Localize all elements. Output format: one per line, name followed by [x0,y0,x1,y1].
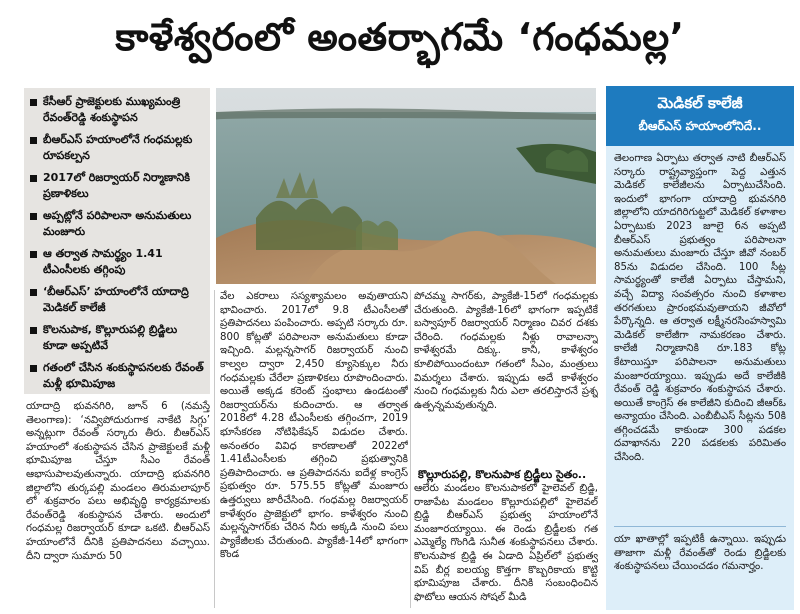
sidebar-subtitle: బీఆర్ఎస్ హయాంలోనిదే.. [638,119,762,133]
sidebar-header [606,86,794,146]
headline: కాళేశ్వరంలో అంతర్భాగమే ‘గంధమల్ల’ [115,15,685,59]
sidebar-paragraph: యా ఖాతాల్లో ఇప్పటికీ ఉన్నాయి. ఇప్పుడు తాజాగా మళ్లీ రేవంత్‌తో రెండు బ్రిడ్జిలకు శంకుస్థాపనలు చేయించడం గమనార్హం. [614,534,786,573]
bullet-square-icon [30,251,37,258]
bullet-square-icon [30,99,37,106]
highlights-box [24,88,210,394]
sidebar-text [614,152,786,518]
article-column-3 [414,290,598,466]
article-paragraph: వేల ఎకరాలు సస్యశ్యామలం అవుతాయని భావించారు. 2017లో 9.8 టీఎంసీలతో ప్రతిపాదనలు పంపించారు. అప్పటి సర్కారు రూ. 800 కోట్లతో పరిపాలనా అనుమతులు కూడా ఇచ్చింది. మల్లన్నసాగర్ రిజర్వాయర్ నుంచి కాల్వల ద్వారా 2,450 క్యూసెక్కుల నీరు గంధమల్లకు చేరేలా ప్రణాళికలు రూపొందించారు. అయితే అక్కడ కరెంట్ స్తంభాలు ఉండటంతో రిజర్వాయర్‌ను కుదించారు. ఆ తర్వాత 2018లో 4.28 టీఎంసీలకు తగ్గించగా, 2019 భూసేకరణ నోటిఫికేషన్ విడుదల చేశారు. అనంతరం వివిధ కారణాలతో 2022లో 1.41టీఎంసీలకు తగ్గించి ప్రభుత్వానికి ప్రతిపాదించారు. ఆ ప్రతిపాదనను ఐదేళ్ల కాంగ్రెస్ ప్రభుత్వం రూ. 575.55 కోట్లతో మంజూరు ఉత్తర్వులు జారీచేసింది. గంధమల్ల రిజర్వాయర్ కాళేశ్వరం ప్రాజెక్టులో భాగం. కాళేశ్వరం నుంచి మల్లన్నసాగర్‌కు చేరిన నీరు అక్కడి నుంచి పలు ప్యాకేజీలకు చేరుతుంది. ప్యాకేజీ-14లో భాగంగా కొండ [220,291,408,561]
article-paragraph: పోచమ్మ సాగర్‌కు, ప్యాకేజీ-15లో గంధమల్లకు చేరుతుంది. ప్యాకేజీ-16లో భాగంగా ఇప్పటికే బస్వాపూర్ రిజర్వాయర్ నిర్మాణం చివర దశకు చేరింది. గంధమల్లకు నీళ్లు రావాలన్నా కాళేశ్వరమే దిక్కు. కానీ, కాళేశ్వరం కూలిపోయిందంటూ గతంలో సీఎం, మంత్రులు విమర్శలు చేశారు. ఇప్పుడు అదే కాళేశ్వరం నుంచి గంధమల్లకు నీరు ఎలా తరలిస్తారనే ప్రశ్న ఉత్పన్నమవుతున్నది. [414,291,598,411]
article-paragraph: యాదాద్రి భువనగిరి, జూన్ 6 (నమస్తే తెలంగాణ): ‘నవ్విపోదురుగాక నాకేటి సిగ్గు’ అన్నట్లుగా రేవంత్ సర్కారు తీరు. బీఆర్ఎస్ హయాంలో శంకుస్థాపన చేసిన ప్రాజెక్టులకే మళ్లీ భూమిపూజ చేస్తూ సీఎం రేవంత్ ఆభాసుపాలవుతున్నారు. యాదాద్రి భువనగిరి జిల్లాలోని తుర్కపల్లి మండలం తిరుమలాపూర్ లో శుక్రవారం పలు అభివృద్ధి కార్యక్రమాలకు రేవంత్‌రెడ్డి శంకుస్థాపన చేశారు. అందులో గంధమల్ల రిజర్వాయర్ కూడా ఒకటి. బీఆర్ఎస్ హయాంలోనే దీనికి ప్రతిపాదనలు వచ్చాయి. దీని ద్వారా సుమారు 50 [26,401,210,562]
highlight-item: 2017లో రిజర్వాయర్ నిర్మాణానికి ప్రణాళికలు [30,170,204,202]
column-divider [214,290,215,608]
highlight-item: గతంలో చేసిన శంకుస్థాపనలకు రేవంత్ మళ్లీ భూమిపూజ [30,360,204,392]
highlight-item: బీఆర్ఎస్ హయాంలోనే గంధమల్లకు రూపకల్పన [30,132,204,164]
highlight-item: ఆ తర్వాత సామర్థ్యం 1.41 టీఎంసీలకు తగ్గింపు [30,246,204,278]
bullet-square-icon [30,213,37,220]
bullet-square-icon [30,289,37,296]
highlight-item: కేసీఆర్ ప్రాజెక్టులకు ముఖ్యమంత్రి రేవంత్‌రెడ్డి శంకుస్థాపన [30,94,204,126]
bullet-square-icon [30,365,37,372]
sidebar-footer-text [614,533,786,603]
sidebar-separator [614,526,786,527]
bullet-square-icon [30,327,37,334]
bullet-square-icon [30,137,37,144]
sidebar-paragraph: తెలంగాణ ఏర్పాటు తర్వాత నాటి బీఆర్ఎస్ సర్కారు రాష్ట్రవ్యాప్తంగా పెద్ద ఎత్తున మెడికల్ కాలేజీలను ఏర్పాటుచేసింది. ఇందులో భాగంగా యాదాద్రి భువనగిరి జిల్లాలోని యాదగిరిగుట్టలో మెడికల్ కళాశాల ఏర్పాటుకు 2023 జూలై 6న అప్పటి బీఆర్ఎస్ ప్రభుత్వం పరిపాలనా అనుమతులు మంజూరు చేస్తూ జీవో నంబర్ 85ను విడుదల చేసింది. 100 సీట్ల సామర్థ్యంతో కాలేజీ ఏర్పాటు చేస్తామని, వచ్చే విద్యా సంవత్సరం నుంచి కళాశాల తరగతులు ప్రారంభమవుతాయని జీవోలో పేర్కొన్నది. ఆ తర్వాత లక్ష్మీనరసింహస్వామి మెడికల్ కాలేజీగా నామకరణం చేశారు. కాలేజీ నిర్మాణానికి రూ.183 కోట్ల కేటాయిస్తూ పరిపాలనా అనుమతులు మంజూరయ్యాయి. ఇప్పుడు అదే కాలేజీకి రేవంత్ రెడ్డి శుక్రవారం శంకుస్థాపన చేశారు. అయితే కాంగ్రెస్ ఈ కాలేజీని కుదించి జీఆర్ఓ అన్యాయం చేసింది. ఎంబీబీఎస్ సీట్లను 50కి తగ్గించడమే కాకుండా 300 పడకల దవాఖానను 220 పడకలకు పరిమితం చేసింది. [614,153,786,464]
highlight-item: అప్పట్లోనే పరిపాలనా అనుమతులు మంజూరు [30,208,204,240]
article-column-2 [220,290,408,608]
article-column-1 [26,400,210,610]
highlight-item: ‘బీఆర్ఎస్’ హయాంలోనే యాదాద్రి మెడికల్ కాలేజీ [30,284,204,316]
sidebar-title: మెడికల్ కాలేజీ [657,94,743,112]
article-paragraph: ఆలేరు మండలం కొలనుపాకలో హైలెవల్ బ్రిడ్జి, రాజాపేట మండలం కొల్లూరుపల్లిలో హైలెవల్ బ్రిడ్జి బీఆర్ఎస్ ప్రభుత్వ హయాంలోనే మంజూరయ్యాయి. ఈ రెండు బ్రిడ్జీలకు గత ఎమ్మెల్యే గొంగిడి సునీత శంకుస్థాపనలు చేశారు. కొలనుపాక బ్రిడ్జి ఈ ఏడాది ఏప్రిల్‌లో ప్రభుత్వ విప్ బీర్ల ఐలయ్య కొత్తగా కొబ్బరికాయ కొట్టి భూమిపూజ చేశారు. దీనికి సంబంధించిన ఫొటోలు ఆయన సోషల్ మీడి [414,483,598,603]
article-column-3-continued [414,482,598,610]
reservoir-photo-image [216,88,596,284]
article-subheading: కొల్లూరుపల్లి, కొలనుపాక బ్రిడ్జీలు సైతం.. [418,468,587,481]
highlight-item: కొలనుపాక, కొల్లూరుపల్లి బ్రిడ్జిలు కూడా అప్పటివే [30,322,204,354]
reservoir-photo [216,88,596,284]
column-divider [410,290,411,608]
sidebar-body [606,146,794,610]
bullet-square-icon [30,175,37,182]
